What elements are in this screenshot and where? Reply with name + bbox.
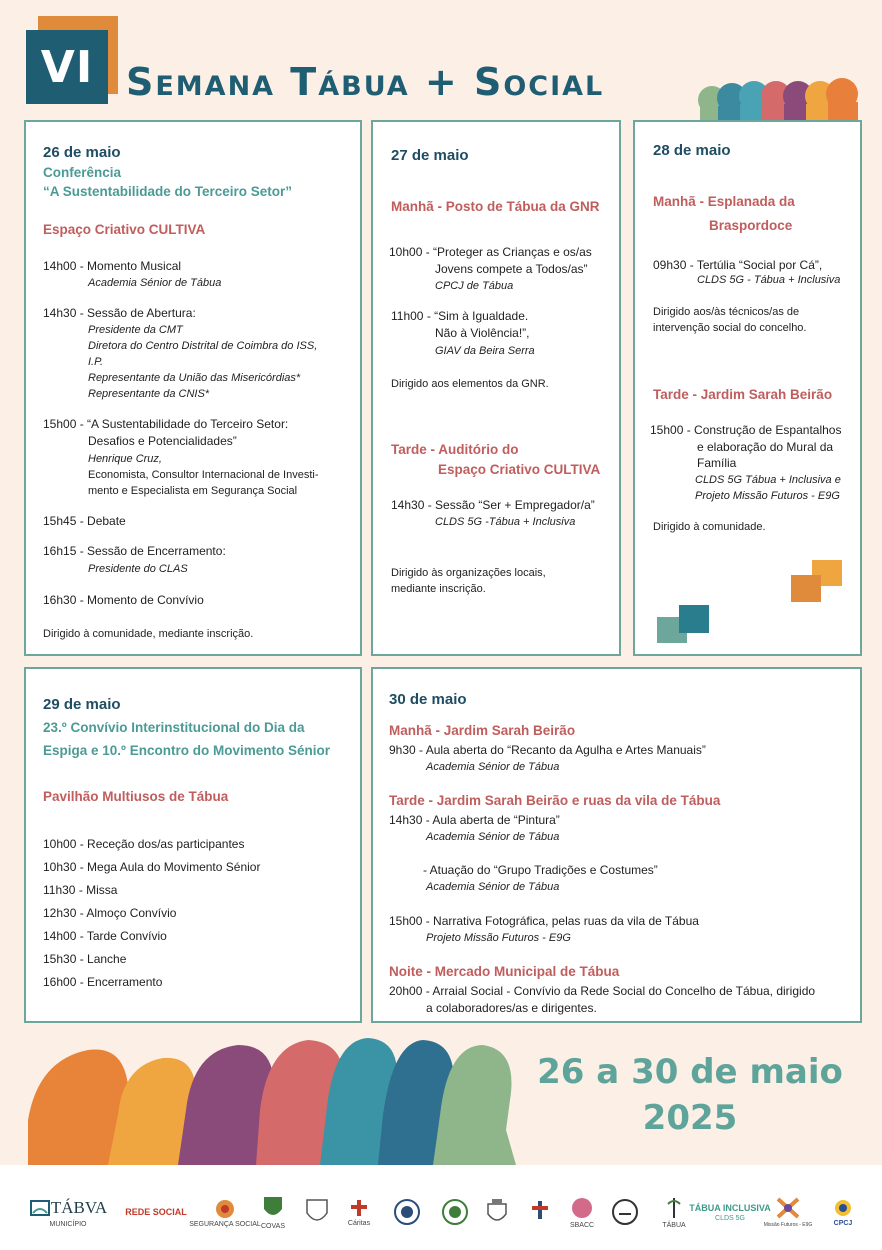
round-seal-icon [393, 1198, 421, 1226]
edition-number: VI [40, 41, 94, 93]
schedule-detail: Presidente da CMT [88, 324, 183, 336]
event-date-range: 26 a 30 de maio [537, 1052, 843, 1092]
schedule-detail: CLDS 5G -Tábua + Inclusiva [435, 516, 576, 528]
audience-note: Dirigido à comunidade, mediante inscrição. [43, 628, 254, 640]
afternoon-heading: Tarde - Jardim Sarah Beirão [653, 387, 833, 402]
schedule-item: 12h30 - Almoço Convívio [43, 906, 177, 920]
schedule-detail: Projeto Missão Futuros - E9G [426, 932, 571, 944]
schedule-item: 10h00 - “Proteger as Crianças e os/as [389, 245, 592, 259]
morning-heading: Manhã - Posto de Tábua da GNR [391, 199, 600, 214]
logo-sublabel: MUNICÍPIO [49, 1220, 87, 1228]
conference-label: Conferência [43, 165, 122, 180]
seguranca-social-icon [210, 1197, 240, 1219]
crest-logo [302, 1190, 332, 1234]
crest-icon [486, 1198, 508, 1226]
schedule-detail: Academia Sénior de Tábua [426, 761, 560, 773]
logo-label: SEGURANÇA SOCIAL [189, 1220, 261, 1228]
missao-futuros-logo [764, 1190, 812, 1234]
schedule-item: 15h00 - “A Sustentabilidade do Terceiro Setor: [43, 417, 289, 431]
logo-label: Missão Futuros - E9G [763, 1222, 813, 1228]
audience-note: Dirigido aos/às técnicos/as de [653, 306, 800, 318]
event-title-cont: Espiga e 10.º Encontro do Movimento Sénior [43, 743, 330, 758]
schedule-item: 16h30 - Momento de Convívio [43, 593, 204, 607]
schedule-item: 15h45 - Debate [43, 514, 126, 528]
schedule-item-cont: Jovens compete a Todos/as” [435, 262, 588, 276]
centro-social-icon [529, 1199, 551, 1225]
afternoon-heading: Tarde - Jardim Sarah Beirão e ruas da vila de Tábua [389, 793, 721, 808]
schedule-detail: Presidente do CLAS [88, 563, 188, 575]
morning-heading: Manhã - Esplanada da [653, 194, 795, 209]
centro-social-logo [525, 1190, 555, 1234]
logo-label: TÁBUA [662, 1221, 686, 1229]
audience-note-cont: mediante inscrição. [391, 583, 486, 595]
logo-label: Cáritas [347, 1219, 371, 1227]
schedule-item: 16h00 - Encerramento [43, 975, 163, 989]
schedule-item-cont: a colaboradores/as e dirigentes. [426, 1001, 597, 1015]
tabua-inclusiva-logo [689, 1190, 771, 1234]
missao-futuros-icon [775, 1196, 801, 1220]
morning-heading-cont: Braspordoce [709, 218, 793, 233]
round-seal-2 [440, 1190, 470, 1234]
schedule-detail: CLDS 5G Tábua + Inclusiva e [695, 474, 841, 486]
rede-social-logo [120, 1190, 192, 1234]
schedule-detail: Academia Sénior de Tábua [88, 277, 222, 289]
round-seal-icon [611, 1198, 639, 1226]
schedule-detail: Representante da União das Misericórdias* [88, 372, 301, 384]
schedule-item-cont: Desafios e Potencialidades” [88, 434, 237, 448]
logo-label: REDE SOCIAL [125, 1207, 187, 1217]
decorative-square [679, 605, 709, 633]
tabua-logo-small [657, 1190, 691, 1234]
schedule-detail: Academia Sénior de Tábua [426, 831, 560, 843]
schedule-item: 10h00 - Receção dos/as participantes [43, 837, 245, 851]
schedule-detail: mento e Especialista em Segurança Social [88, 485, 298, 497]
covas-crest-icon [262, 1195, 284, 1221]
event-year: 2025 [642, 1098, 738, 1138]
tabua-municipio-icon [29, 1197, 51, 1219]
day-date: 27 de maio [391, 147, 469, 164]
schedule-item: - Atuação do “Grupo Tradições e Costumes” [423, 863, 658, 877]
morning-heading: Manhã - Jardim Sarah Beirão [389, 723, 576, 738]
schedule-item: 15h00 - Narrativa Fotográfica, pelas ruas da vila de Tábua [389, 914, 699, 928]
cpcj-logo [826, 1190, 860, 1234]
schedule-detail: CPCJ de Tábua [435, 280, 514, 292]
schedule-detail: Projeto Missão Futuros - E9G [695, 490, 840, 502]
audience-note: Dirigido aos elementos da GNR. [391, 378, 549, 390]
round-seal-icon [441, 1198, 469, 1226]
schedule-detail: Diretora do Centro Distrital de Coimbra do ISS, [88, 340, 318, 352]
conference-theme: “A Sustentabilidade do Terceiro Setor” [43, 184, 293, 199]
day-date: 30 de maio [389, 691, 467, 708]
audience-note-cont: intervenção social do concelho. [653, 322, 807, 334]
schedule-item: 10h30 - Mega Aula do Movimento Sénior [43, 860, 261, 874]
schedule-item: 9h30 - Aula aberta do “Recanto da Agulha e Artes Manuais” [389, 743, 706, 757]
afternoon-heading: Tarde - Auditório do [391, 442, 519, 457]
tabua-municipio-logo [24, 1190, 112, 1234]
round-seal-1 [392, 1190, 422, 1234]
cpcj-icon [831, 1198, 855, 1218]
venue-heading: Pavilhão Multiusos de Tábua [43, 789, 229, 804]
schedule-item: 20h00 - Arraial Social - Convívio da Rede Social do Concelho de Tábua, dirigido [389, 984, 816, 998]
schedule-item: 14h30 - Sessão “Ser + Empregador/a” [391, 498, 595, 512]
sbacc-logo [564, 1190, 600, 1234]
day-date: 28 de maio [653, 142, 731, 159]
day-date: 26 de maio [43, 144, 121, 161]
seguranca-social-logo [189, 1190, 261, 1234]
schedule-item: 16h15 - Sessão de Encerramento: [43, 544, 226, 558]
schedule-item: 14h00 - Momento Musical [43, 259, 182, 273]
crest-logo-2 [484, 1190, 510, 1234]
round-seal-3 [610, 1190, 640, 1234]
schedule-item-cont: Não à Violência!”, [435, 326, 530, 340]
people-illustration [28, 1030, 518, 1165]
schedule-item-cont: Família [697, 456, 737, 470]
header-faces-illustration [694, 72, 864, 122]
logo-label: SBACC [569, 1221, 595, 1229]
schedule-item: 14h00 - Tarde Convívio [43, 929, 167, 943]
schedule-item: 14h30 - Sessão de Abertura: [43, 306, 196, 320]
schedule-detail: GIAV da Beira Serra [435, 345, 535, 357]
night-heading: Noite - Mercado Municipal de Tábua [389, 964, 620, 979]
schedule-item: 14h30 - Aula aberta de “Pintura” [389, 813, 560, 827]
schedule-detail: I.P. [88, 356, 104, 368]
schedule-item: 15h30 - Lanche [43, 952, 127, 966]
logo-label: COVAS [261, 1222, 285, 1230]
logo-label: TÁBUA INCLUSIVA [689, 1202, 771, 1213]
schedule-detail: Representante da CNIS* [88, 388, 210, 400]
logo-label: TÁBVA [50, 1197, 108, 1217]
logo-sublabel: CLDS 5G [715, 1214, 745, 1222]
schedule-item: 15h00 - Construção de Espantalhos [650, 423, 842, 437]
logo-label: CPCJ [833, 1219, 853, 1227]
page-title: Semana Tábua + Social [126, 60, 605, 104]
day-date: 29 de maio [43, 696, 121, 713]
audience-note: Dirigido às organizações locais, [391, 567, 546, 579]
caritas-logo [344, 1190, 374, 1234]
schedule-detail: Economista, Consultor Internacional de Investi- [88, 469, 319, 481]
venue-heading: Espaço Criativo CULTIVA [43, 222, 206, 237]
schedule-item: 11h30 - Missa [43, 883, 118, 897]
schedule-item: 09h30 - Tertúlia “Social por Cá”, [653, 258, 823, 272]
schedule-detail: CLDS 5G - Tábua + Inclusiva [697, 274, 841, 286]
schedule-detail: Henrique Cruz, [88, 453, 162, 465]
sbacc-icon [569, 1196, 595, 1220]
edition-badge [26, 30, 108, 104]
schedule-item: 11h00 - “Sim à Igualdade. [391, 309, 529, 323]
audience-note: Dirigido à comunidade. [653, 521, 766, 533]
decorative-square [791, 575, 821, 602]
schedule-detail: Academia Sénior de Tábua [426, 881, 560, 893]
covas-crest [258, 1190, 288, 1234]
caritas-cross-icon [349, 1198, 369, 1218]
schedule-item-cont: e elaboração do Mural da [697, 440, 834, 454]
tabua-tree-icon [664, 1196, 684, 1220]
afternoon-heading-cont: Espaço Criativo CULTIVA [438, 462, 601, 477]
crest-icon [304, 1197, 330, 1227]
event-title: 23.º Convívio Interinstitucional do Dia da [43, 720, 305, 735]
